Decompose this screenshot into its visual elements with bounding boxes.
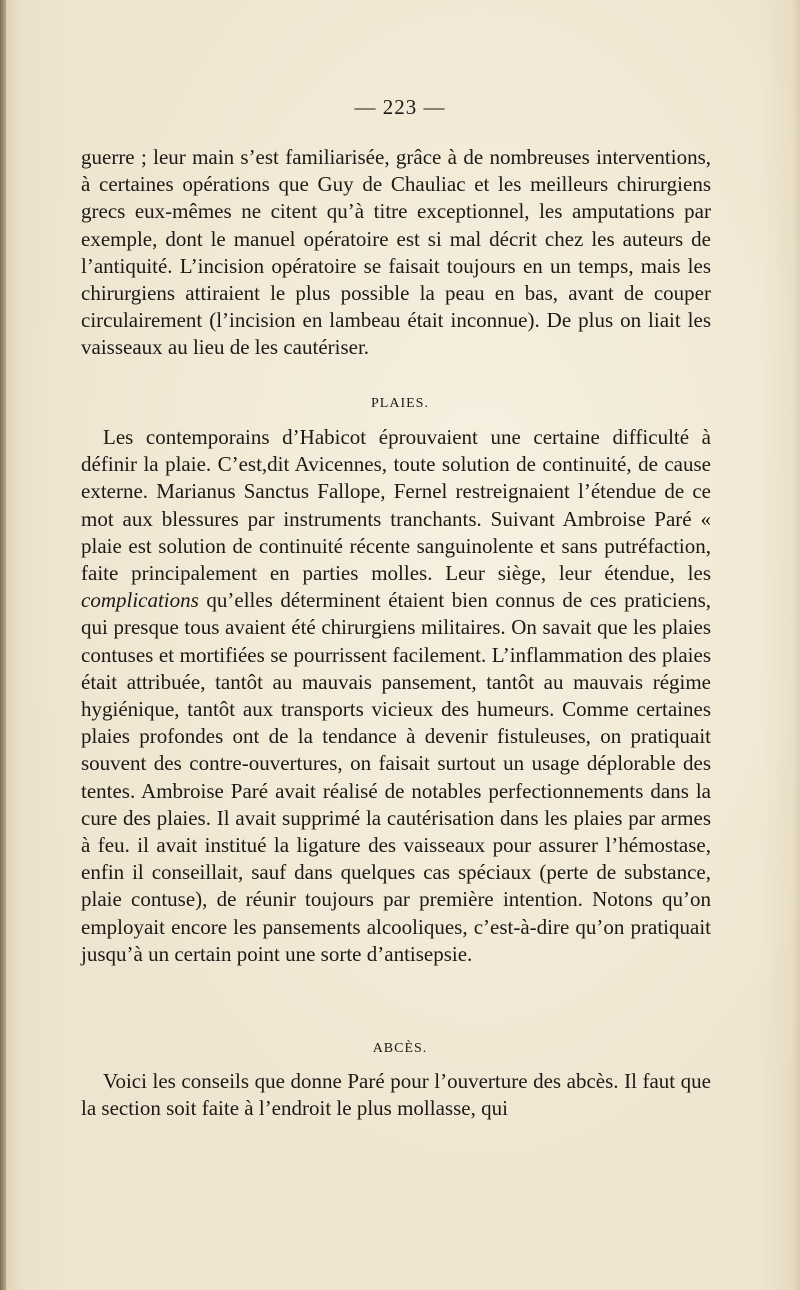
emphasized-word: complications bbox=[81, 588, 199, 613]
page-number: — 223 — bbox=[354, 95, 446, 119]
paragraph-text-part-2: qu’elles déterminent étaient bien connus de ces praticiens, qui presque tous avaient été chirurgiens militaires. On savait que les plaies contuses et mortifiées se pourrissent facilement. L’inflammation des plaies était attribuée, tantôt au mauvais pansement, tantôt au mauvais régime hygiénique, tantôt aux transports vicieux des humeurs. Comme certaines plaies profondes ont de la tendance à devenir fistuleuses, on pratiquait souvent des contre-ouvertures, on faisait surtout un usage déplorable des tentes. Ambroise Paré avait réalisé de notables perfectionnements dans la cure des plaies. Il avait supprimé la cautérisation dans les plaies par armes à feu. il avait institué la ligature des vaisseaux pour assurer l’hémostase, enfin il conseillait, sauf dans quelques cas spéciaux (perte de substance, plaie contuse), de réunir toujours par première intention. Notons qu’on employait encore les pansements alcooliques, c’est-à-dire qu’on pratiquait jusqu’à un certain point une sorte d’antisepsie. bbox=[81, 588, 712, 966]
section-title-abces: ABCÈS. bbox=[372, 1041, 428, 1056]
binding-gutter bbox=[0, 0, 6, 1290]
paragraph-text: Voici les conseils que donne Paré pour l’ouverture des abcès. Il faut que la section soit faite à l’endroit le plus mollasse, qui bbox=[81, 1069, 711, 1121]
paragraph-text-part-1: Les contemporains d’Habicot éprouvaient une certaine difficulté à définir la plaie. C’est,dit Avicennes, toute solution de continuité, de cause externe. Marianus Sanctus Fallope, Fernel restreignaient l’étendue de ce mot aux blessures par instruments tranchants. Suivant Ambroise Paré « plaie est solution de continuité récente sanguinolente et sans putréfaction, faite principalement en parties molles. Leur siège, leur étendue, les bbox=[81, 425, 711, 586]
paragraph-text bbox=[81, 424, 711, 968]
paragraph-abces bbox=[81, 1068, 711, 1122]
paragraph-plaies bbox=[81, 424, 711, 968]
section-title-plaies: PLAIES. bbox=[371, 396, 429, 411]
paragraph-amputations bbox=[81, 144, 711, 362]
paragraph-text: guerre ; leur main s’est familiarisée, grâce à de nombreuses interventions, à certaines opérations que Guy de Chauliac et les meilleurs chirurgiens grecs eux-mêmes ne citent qu’à titre exceptionnel, les amputations par exemple, dont le manuel opératoire est si mal décrit chez les auteurs de l’antiquité. L’incision opératoire se faisait toujours en un temps, mais les chirurgiens attiraient le plus possible la peau en bas, avant de couper circulairement (l’incision en lambeau était inconnue). De plus on liait les vaisseaux au lieu de les cautériser. bbox=[81, 145, 711, 360]
